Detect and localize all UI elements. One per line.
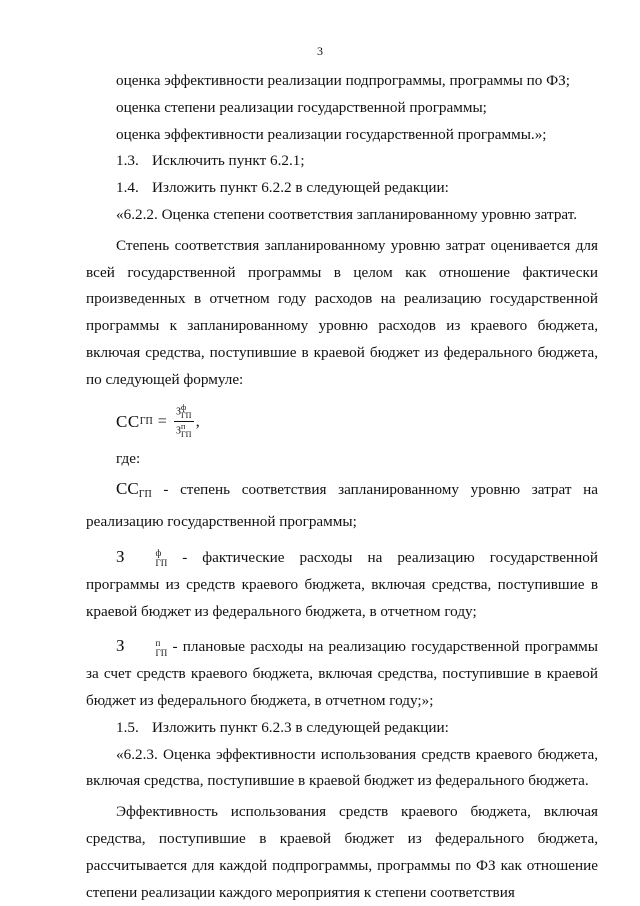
- formula-fraction: [174, 404, 194, 439]
- text-line: оценка эффективности реализации государственной программы.»;: [116, 125, 547, 143]
- fraction-denominator: З п ГП: [176, 422, 192, 440]
- formula-tail: ,: [195, 412, 200, 430]
- item-number: 1.5.: [116, 718, 139, 736]
- text-line: оценка степени реализации государственной программы;: [116, 98, 487, 116]
- paragraph-6-2-2: Степень соответствия запланированному уровню затрат оценивается для всей государственной программы в целом как отношение фактически произведенных в отчетном году расходов на реализацию государственной программы к запланированному уровню расходов из краевого бюджета, включая средства, поступившие в краевой бюджет из федерального бюджета, по следующей формуле:: [86, 236, 598, 388]
- paragraph-6-2-3: Эффективность использования средств краевого бюджета, включая средства, поступившие в краевой бюджет из федерального бюджета, рассчитывается для каждой подпрограммы, программы по ФЗ как отношение степени реализации каждого мероприятия к степени соответствия: [86, 803, 598, 901]
- formula-lhs-sub: ГП: [139, 416, 153, 428]
- definition-term: З: [116, 546, 125, 566]
- item-text: Исключить пункт 6.2.1;: [152, 152, 305, 170]
- list-item-1-5: [86, 715, 598, 742]
- definition-term-sub: ГП: [138, 489, 152, 501]
- definition-term-indices: п ГП: [155, 637, 168, 658]
- item-number: 1.4.: [116, 179, 139, 197]
- definition-text: - плановые расходы на реализацию государственной программы за счет средств краевого бюджета, включая средства, поступившие в краевой бюджет из федерального бюджета, в отчетном году;»;: [86, 638, 598, 709]
- definition-zf: [86, 544, 598, 625]
- item-text: Изложить пункт 6.2.2 в следующей редакции:: [152, 179, 449, 197]
- list-item-1-3: [86, 148, 598, 175]
- item-number: 1.3.: [116, 152, 139, 170]
- definition-zp: [86, 633, 598, 714]
- section-heading-6-2-3: «6.2.3. Оценка эффективности использования средств краевого бюджета, включая средства, поступившие в краевой бюджет из федерального бюджета.: [86, 745, 598, 790]
- definition-term: З: [116, 636, 125, 656]
- page-number: 3: [317, 44, 323, 58]
- definition-ss: [86, 476, 598, 536]
- definition-text: - степень соответствия запланированному уровню затрат на реализацию государственной программы;: [86, 481, 598, 531]
- fraction-numerator: З ф ГП: [176, 403, 192, 421]
- formula-ss: [116, 402, 598, 442]
- text-line: оценка эффективности реализации подпрограммы, программы по ФЗ;: [116, 72, 570, 89]
- formula-equals: =: [157, 412, 167, 430]
- where-label: где:: [116, 449, 141, 467]
- item-text: Изложить пункт 6.2.3 в следующей редакции:: [152, 718, 449, 736]
- definition-text: - фактические расходы на реализацию государственной программы из средств краевого бюджета, включая средства, поступившие в краевой бюджет из федерального бюджета, в отчетном году;: [86, 548, 598, 620]
- definition-term: СС: [116, 479, 139, 499]
- definition-term-indices: ф ГП: [155, 548, 168, 569]
- document-body: [86, 68, 598, 906]
- formula-lhs: СС: [116, 411, 140, 431]
- section-heading-6-2-2: «6.2.2. Оценка степени соответствия запланированному уровню затрат.: [116, 205, 578, 223]
- list-item-1-4: [86, 175, 598, 202]
